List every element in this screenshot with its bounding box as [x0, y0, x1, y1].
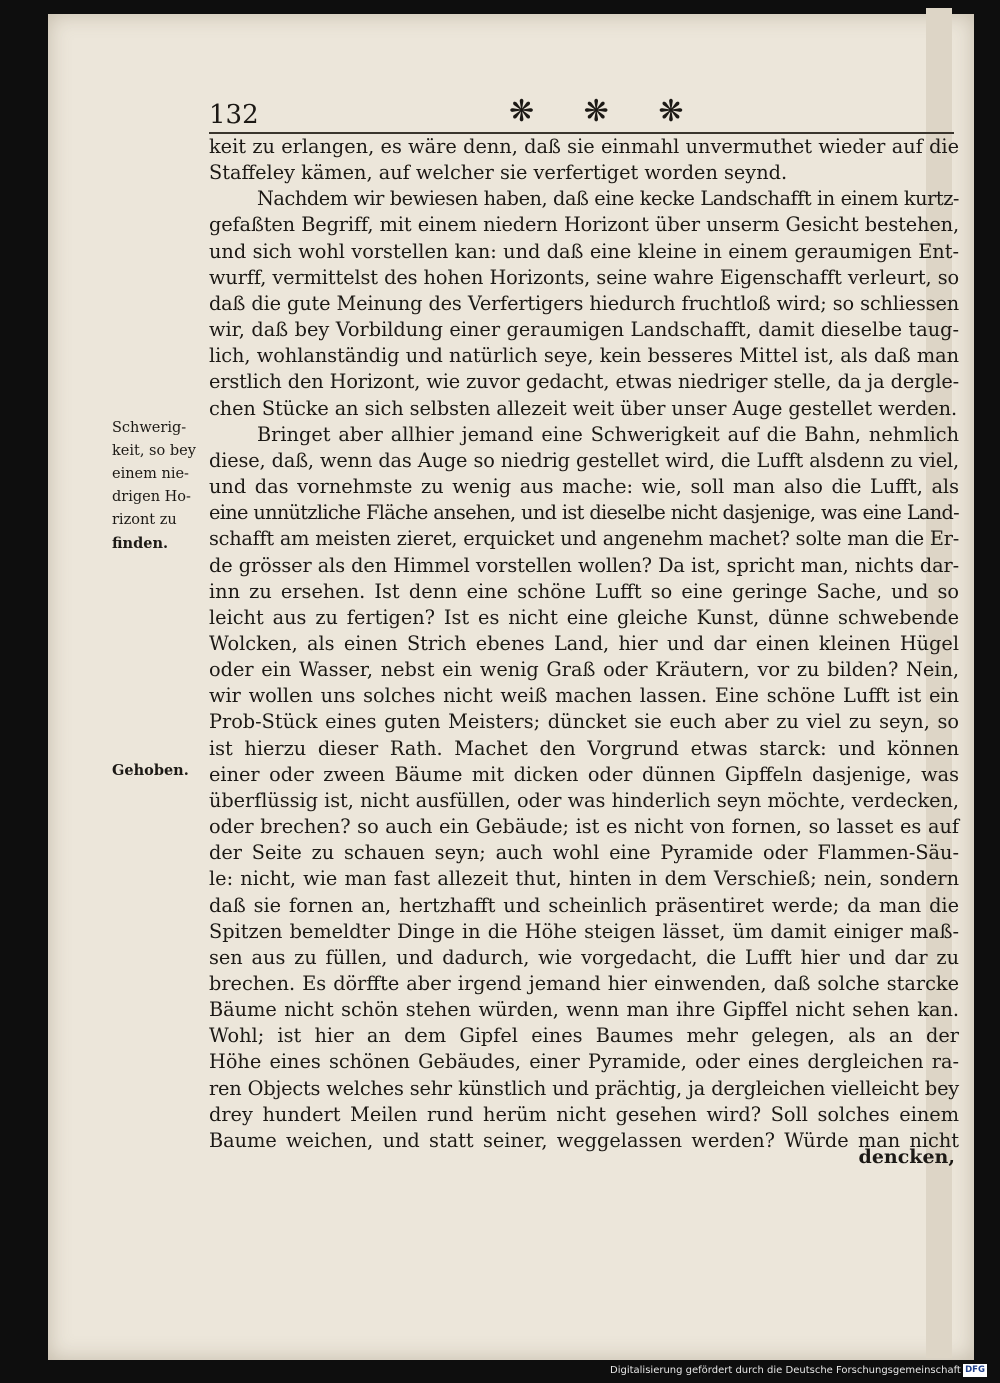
text-line: oder ein Wasser, nebst ein wenig Graß oder Kräutern, vor zu bilden? Nein,	[209, 658, 959, 682]
dfg-logo: DFG	[963, 1364, 987, 1377]
marginal-note-line: drigen Ho-	[112, 489, 191, 505]
text-line: und das vornehmste zu wenig aus mache: wie, soll man also die Lufft, als	[209, 475, 959, 499]
text-line: de grösser als den Himmel vorstellen wollen? Da ist, spricht man, nichts dar-	[209, 553, 959, 577]
text-line: daß die gute Meinung des Verfertigers hiedurch fruchtloß wird; so schliessen	[209, 291, 959, 315]
text-line: Staffeley kämen, auf welcher sie verfertiget worden seynd.	[209, 161, 788, 185]
text-line: lich, wohlanständig und natürlich seye, kein besseres Mittel ist, als daß man	[209, 344, 959, 368]
text-line: ren Objects welches sehr künstlich und prächtig, ja dergleichen vielleicht bey	[209, 1076, 959, 1100]
text-line: le: nicht, wie man fast allezeit thut, hinten in dem Verschieß; nein, sondern	[209, 867, 959, 891]
marginal-note-line: keit, so bey	[112, 443, 196, 459]
text-line: brechen. Es dörffte aber irgend jemand hier einwenden, daß solche starcke	[209, 972, 959, 995]
marginal-note	[112, 417, 206, 555]
marginal-note-line: finden.	[112, 535, 169, 552]
text-line: wir wollen uns solches nicht weiß machen lassen. Eine schöne Lufft ist ein	[209, 684, 959, 708]
text-line: leicht aus zu fertigen? Ist es nicht eine gleiche Kunst, dünne schwebende	[209, 605, 959, 629]
main-text	[209, 134, 959, 1154]
text-line: Bäume nicht schön stehen würden, wenn man ihre Gipffel nicht sehen kan.	[209, 998, 959, 1022]
text-line: wir, daß bey Vorbildung einer geraumigen Landschafft, damit dieselbe taug-	[209, 318, 959, 342]
text-line: keit zu erlangen, es wäre denn, daß sie einmahl unvermuthet wieder auf die	[209, 135, 959, 158]
page-number: 132	[209, 100, 259, 130]
text-line: eine unnützliche Fläche ansehen, und ist dieselbe nicht dasjenige, was eine Land-	[209, 501, 959, 525]
ornament-icon: ❋ ❋ ❋	[509, 94, 704, 129]
text-line: schafft am meisten zieret, erquicket und angenehm machet? solte man die Er-	[209, 527, 959, 551]
text-line: einer oder zween Bäume mit dicken oder dünnen Gipffeln dasjenige, was	[209, 762, 959, 786]
text-line: Höhe eines schönen Gebäudes, einer Pyramide, oder eines dergleichen ra-	[209, 1050, 959, 1074]
text-line: erstlich den Horizont, wie zuvor gedacht, etwas niedriger stelle, da ja dergle-	[209, 370, 959, 394]
text-line: Bringet aber allhier jemand eine Schwerigkeit auf die Bahn, nehmlich	[257, 422, 959, 446]
text-line: Nachdem wir bewiesen haben, daß eine kecke Landschafft in einem kurtz-	[257, 187, 959, 211]
text-line: sen aus zu füllen, und dadurch, wie vorgedacht, die Lufft hier und dar zu	[209, 945, 959, 969]
text-line: ist hierzu dieser Rath. Machet den Vorgrund etwas starck: und können	[209, 736, 959, 760]
marginal-note-line: rizont zu	[112, 512, 177, 528]
text-line: inn zu ersehen. Ist denn eine schöne Lufft so eine geringe Sache, und so	[209, 579, 959, 603]
marginal-note-line: Gehoben.	[112, 762, 189, 779]
text-line: Baume weichen, und statt seiner, weggelassen werden? Würde man nicht	[209, 1128, 959, 1152]
marginal-note-line: Schwerig-	[112, 420, 187, 436]
catchword: dencken,	[858, 1146, 955, 1168]
text-line: chen Stücke an sich selbsten allezeit weit über unser Auge gestellet werden.	[209, 396, 958, 420]
digitization-credit: Digitalisierung gefördert durch die Deutsche Forschungsgemeinschaft	[610, 1365, 961, 1376]
text-line: oder brechen? so auch ein Gebäude; ist es nicht von fornen, so lasset es auf	[209, 815, 959, 839]
text-line: diese, daß, wenn das Auge so niedrig gestellet wird, die Lufft alsdenn zu viel,	[209, 448, 959, 472]
text-line: überflüssig ist, nicht ausfüllen, oder was hinderlich seyn möchte, verdecken,	[209, 788, 959, 812]
text-line: der Seite zu schauen seyn; auch wohl eine Pyramide oder Flammen-Säu-	[209, 841, 959, 865]
text-line: Wolcken, als einen Strich ebenes Land, hier und dar einen kleinen Hügel	[209, 631, 959, 655]
page-header	[209, 96, 954, 136]
text-line: Spitzen bemeldter Dinge in die Höhe steigen lässet, üm damit einiger maß-	[209, 919, 959, 943]
text-line: drey hundert Meilen rund herüm nicht gesehen wird? Soll solches einem	[209, 1102, 959, 1126]
text-line: gefaßten Begriff, mit einem niedern Horizont über unserm Gesicht bestehen,	[209, 213, 959, 237]
text-line: daß sie fornen an, hertzhafft und scheinlich präsentiret werde; da man die	[209, 893, 959, 917]
text-line: wurff, vermittelst des hohen Horizonts, seine wahre Eigenschafft verleurt, so	[209, 265, 959, 289]
text-line: Wohl; ist hier an dem Gipfel eines Baumes mehr gelegen, als an der	[209, 1024, 959, 1048]
text-line: und sich wohl vorstellen kan: und daß eine kleine in einem geraumigen Ent-	[209, 239, 959, 263]
marginal-note	[112, 759, 206, 782]
marginal-note-line: einem nie-	[112, 466, 189, 482]
text-line: Prob-Stück eines guten Meisters; düncket sie euch aber zu viel zu seyn, so	[209, 710, 959, 734]
